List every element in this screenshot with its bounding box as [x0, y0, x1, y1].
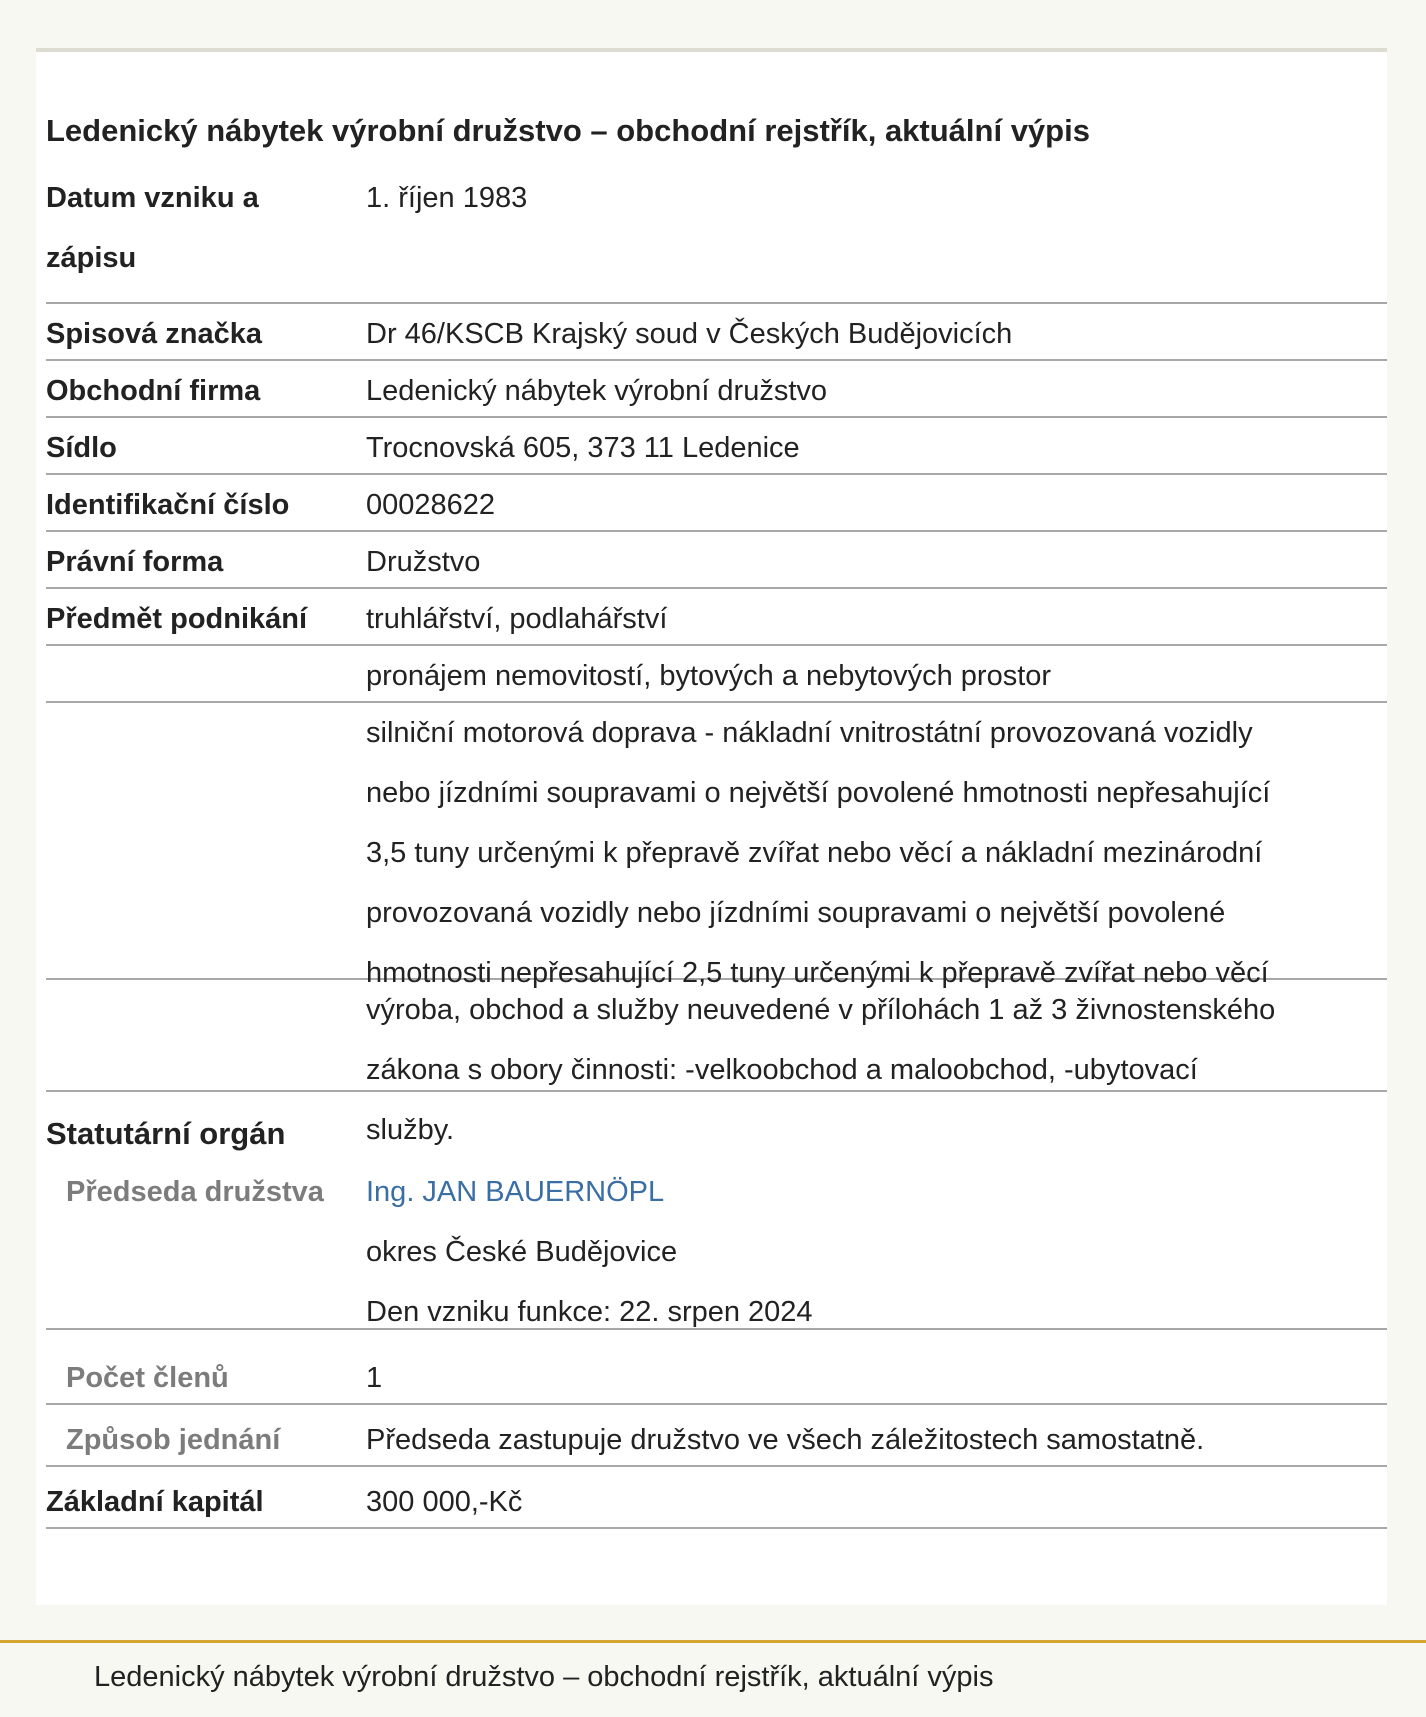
row-label: Předseda družstva — [66, 1176, 324, 1208]
row-value: 300 000,-Kč — [366, 1486, 523, 1518]
row-obchodni-firma — [46, 361, 1387, 418]
chair-district: okres České Budějovice — [366, 1236, 678, 1268]
page-footer — [0, 1640, 1426, 1717]
row-value: Předseda zastupuje družstvo ve všech záležitostech samostatně. — [366, 1424, 1205, 1456]
row-value: Trocnovská 605, 373 11 Ledenice — [366, 432, 800, 464]
row-value: 1. říjen 1983 — [366, 182, 528, 214]
row-pocet-clenu — [46, 1348, 1387, 1405]
row-value: Ledenický nábytek výrobní družstvo — [366, 375, 828, 407]
person-link[interactable]: Ing. JAN BAUERNÖPL — [366, 1176, 665, 1208]
row-label: Způsob jednání — [66, 1424, 281, 1456]
row-value: výroba, obchod a služby neuvedené v přílohách 1 až 3 živnostenského zákona s obory činnosti: -velkoobchod a maloobchod, -ubytovací služby. — [366, 994, 1276, 1146]
row-value: silniční motorová doprava - nákladní vnitrostátní provozovaná vozidly nebo jízdními soupravami o největší povolené hmotnosti nepřesahující 3,5 tuny určenými k přepravě zvířat nebo věcí a nákladní mezinárodní provozovaná vozidly nebo jízdními soupravami o největší povolené hmotnosti nepřesahující 2,5 tuny určenými k přepravě zvířat nebo věcí — [366, 717, 1271, 989]
chair-details — [366, 1162, 1386, 1342]
row-label: Sídlo — [46, 432, 117, 464]
row-predmet-podnikani-3 — [46, 703, 1387, 989]
row-label: Základní kapitál — [46, 1486, 264, 1518]
row-label: Počet členů — [66, 1362, 229, 1394]
row-sidlo — [46, 418, 1387, 475]
register-extract-card — [36, 48, 1387, 1605]
row-zakladni-kapital — [46, 1472, 1387, 1529]
row-label: Právní forma — [46, 546, 224, 578]
row-predseda-druzstva — [46, 1162, 1387, 1330]
footer-title: Ledenický nábytek výrobní družstvo – obchodní rejstřík, aktuální výpis — [94, 1661, 994, 1693]
row-value: 00028622 — [366, 489, 496, 521]
row-zpusob-jednani — [46, 1410, 1387, 1467]
row-predmet-podnikani — [46, 589, 1387, 646]
page-title: Ledenický nábytek výrobní družstvo – obchodní rejstřík, aktuální výpis — [46, 113, 1090, 148]
section-heading-statutarni-organ: Statutární orgán — [46, 1116, 286, 1151]
row-value: Družstvo — [366, 546, 481, 578]
row-label: Identifikační číslo — [46, 489, 290, 521]
row-value: 1 — [366, 1362, 383, 1394]
row-value: Dr 46/KSCB Krajský soud v Českých Budějovicích — [366, 318, 1013, 350]
row-value: pronájem nemovitostí, bytových a nebytových prostor — [366, 660, 1052, 692]
row-identifikacni-cislo — [46, 475, 1387, 532]
chair-since: Den vzniku funkce: 22. srpen 2024 — [366, 1296, 813, 1328]
row-label: Obchodní firma — [46, 375, 261, 407]
row-label: Datum vzniku a zápisu — [46, 182, 259, 274]
row-value: truhlářství, podlahářství — [366, 603, 668, 635]
row-label: Spisová značka — [46, 318, 262, 350]
row-pravni-forma — [46, 532, 1387, 589]
row-label: Předmět podnikání — [46, 603, 308, 635]
row-datum-vzniku — [46, 168, 1387, 304]
row-predmet-podnikani-2 — [46, 646, 1387, 703]
row-spisova-znacka — [46, 304, 1387, 361]
